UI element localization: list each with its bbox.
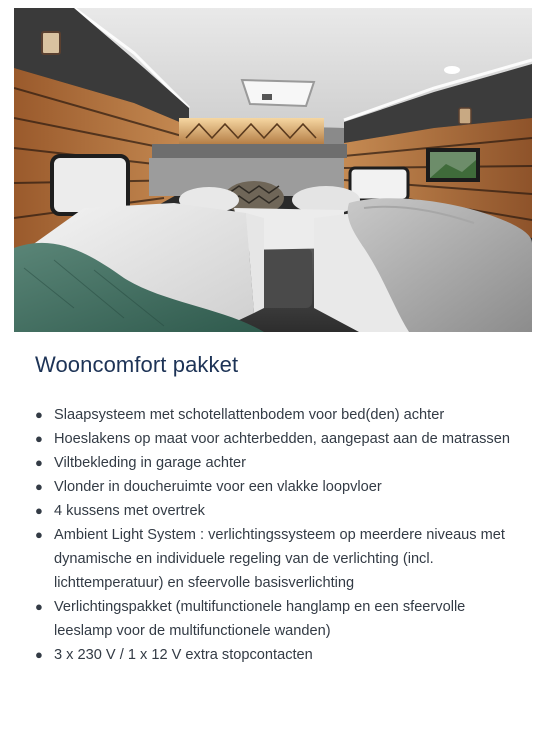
list-item	[33, 403, 513, 427]
bullet-icon: ●	[35, 647, 43, 662]
list-item	[33, 523, 513, 595]
list-item-text: Hoeslakens op maat voor achterbedden, aangepast aan de matrassen	[54, 431, 510, 447]
bullet-icon: ●	[35, 599, 43, 614]
bullet-icon: ●	[35, 431, 43, 446]
list-item-text: 4 kussens met overtrek	[54, 503, 205, 519]
feature-list	[33, 403, 513, 667]
list-item	[33, 427, 513, 451]
list-item	[33, 595, 513, 643]
camper-interior-illustration	[14, 8, 532, 332]
page-title: Wooncomfort pakket	[35, 352, 239, 377]
list-item	[33, 475, 513, 499]
list-item-text: 3 x 230 V / 1 x 12 V extra stopcontacten	[54, 647, 313, 663]
list-item	[33, 451, 513, 475]
bullet-icon: ●	[35, 455, 43, 470]
list-item	[33, 643, 513, 667]
list-item-text: Slaapsysteem met schotellattenbodem voor bed(den) achter	[54, 407, 445, 423]
list-item-text: Ambient Light System : verlichtingssysteem op meerdere niveaus met dynamische en individuele regeling van de verlichting (incl. lichttemperatuur) en sfeervolle basisverlichting	[54, 527, 505, 591]
bullet-icon: ●	[35, 503, 43, 518]
camper-interior-photo	[14, 8, 532, 332]
bullet-icon: ●	[35, 407, 43, 422]
bullet-icon: ●	[35, 527, 43, 542]
list-item-text: Viltbekleding in garage achter	[54, 455, 247, 471]
bullet-icon: ●	[35, 479, 43, 494]
list-item	[33, 499, 513, 523]
list-item-text: Vlonder in doucheruimte voor een vlakke loopvloer	[54, 479, 382, 495]
list-item-text: Verlichtingspakket (multifunctionele hanglamp en een sfeervolle leeslamp voor de multifunctionele wanden)	[54, 599, 466, 639]
